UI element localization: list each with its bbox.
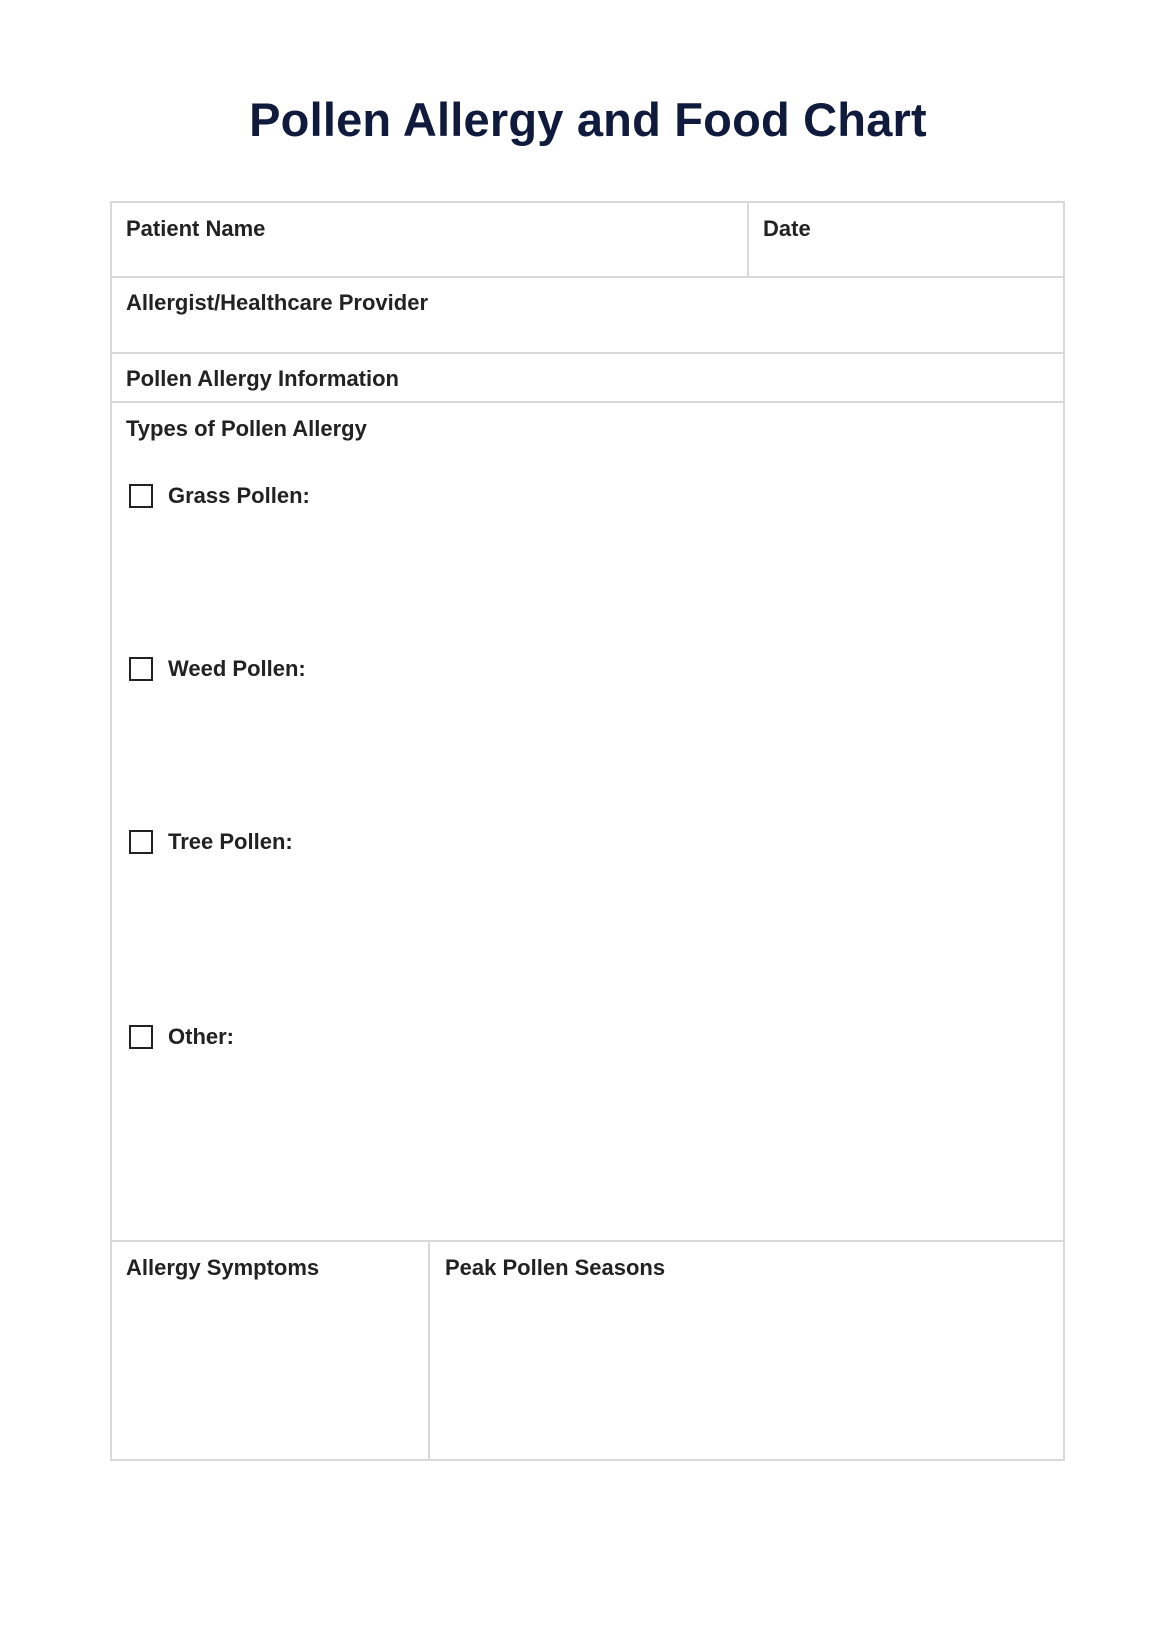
seasons-field[interactable] (430, 1242, 1065, 1461)
grass-pollen-label: Grass Pollen: (168, 483, 310, 508)
grass-pollen-notes[interactable] (126, 518, 1051, 628)
section-heading: Pollen Allergy Information (126, 366, 399, 391)
weed-pollen-checkbox[interactable] (129, 657, 153, 681)
grass-pollen-checkbox[interactable] (129, 484, 153, 508)
tree-pollen-notes[interactable] (126, 864, 1051, 994)
tree-pollen-checkbox[interactable] (129, 830, 153, 854)
other-pollen-checkbox[interactable] (129, 1025, 153, 1049)
types-heading: Types of Pollen Allergy (126, 416, 367, 441)
provider-label: Allergist/Healthcare Provider (126, 290, 429, 315)
date-field[interactable] (749, 203, 1065, 276)
patient-name-field[interactable] (112, 203, 747, 276)
symptoms-label: Allergy Symptoms (126, 1255, 320, 1280)
page-title: Pollen Allergy and Food Chart (249, 93, 927, 146)
row-divider (112, 401, 1063, 403)
weed-pollen-notes[interactable] (126, 691, 1051, 801)
other-pollen-notes[interactable] (126, 1059, 1051, 1229)
patient-name-label: Patient Name (126, 216, 266, 241)
tree-pollen-label: Tree Pollen: (168, 829, 293, 854)
other-pollen-label: Other: (168, 1024, 234, 1049)
seasons-label: Peak Pollen Seasons (445, 1255, 666, 1280)
row-divider (112, 352, 1063, 354)
patient-form (110, 201, 1065, 1461)
date-label: Date (763, 216, 811, 241)
symptoms-field[interactable] (112, 1242, 428, 1461)
provider-field[interactable] (112, 278, 1065, 351)
weed-pollen-label: Weed Pollen: (168, 656, 306, 681)
